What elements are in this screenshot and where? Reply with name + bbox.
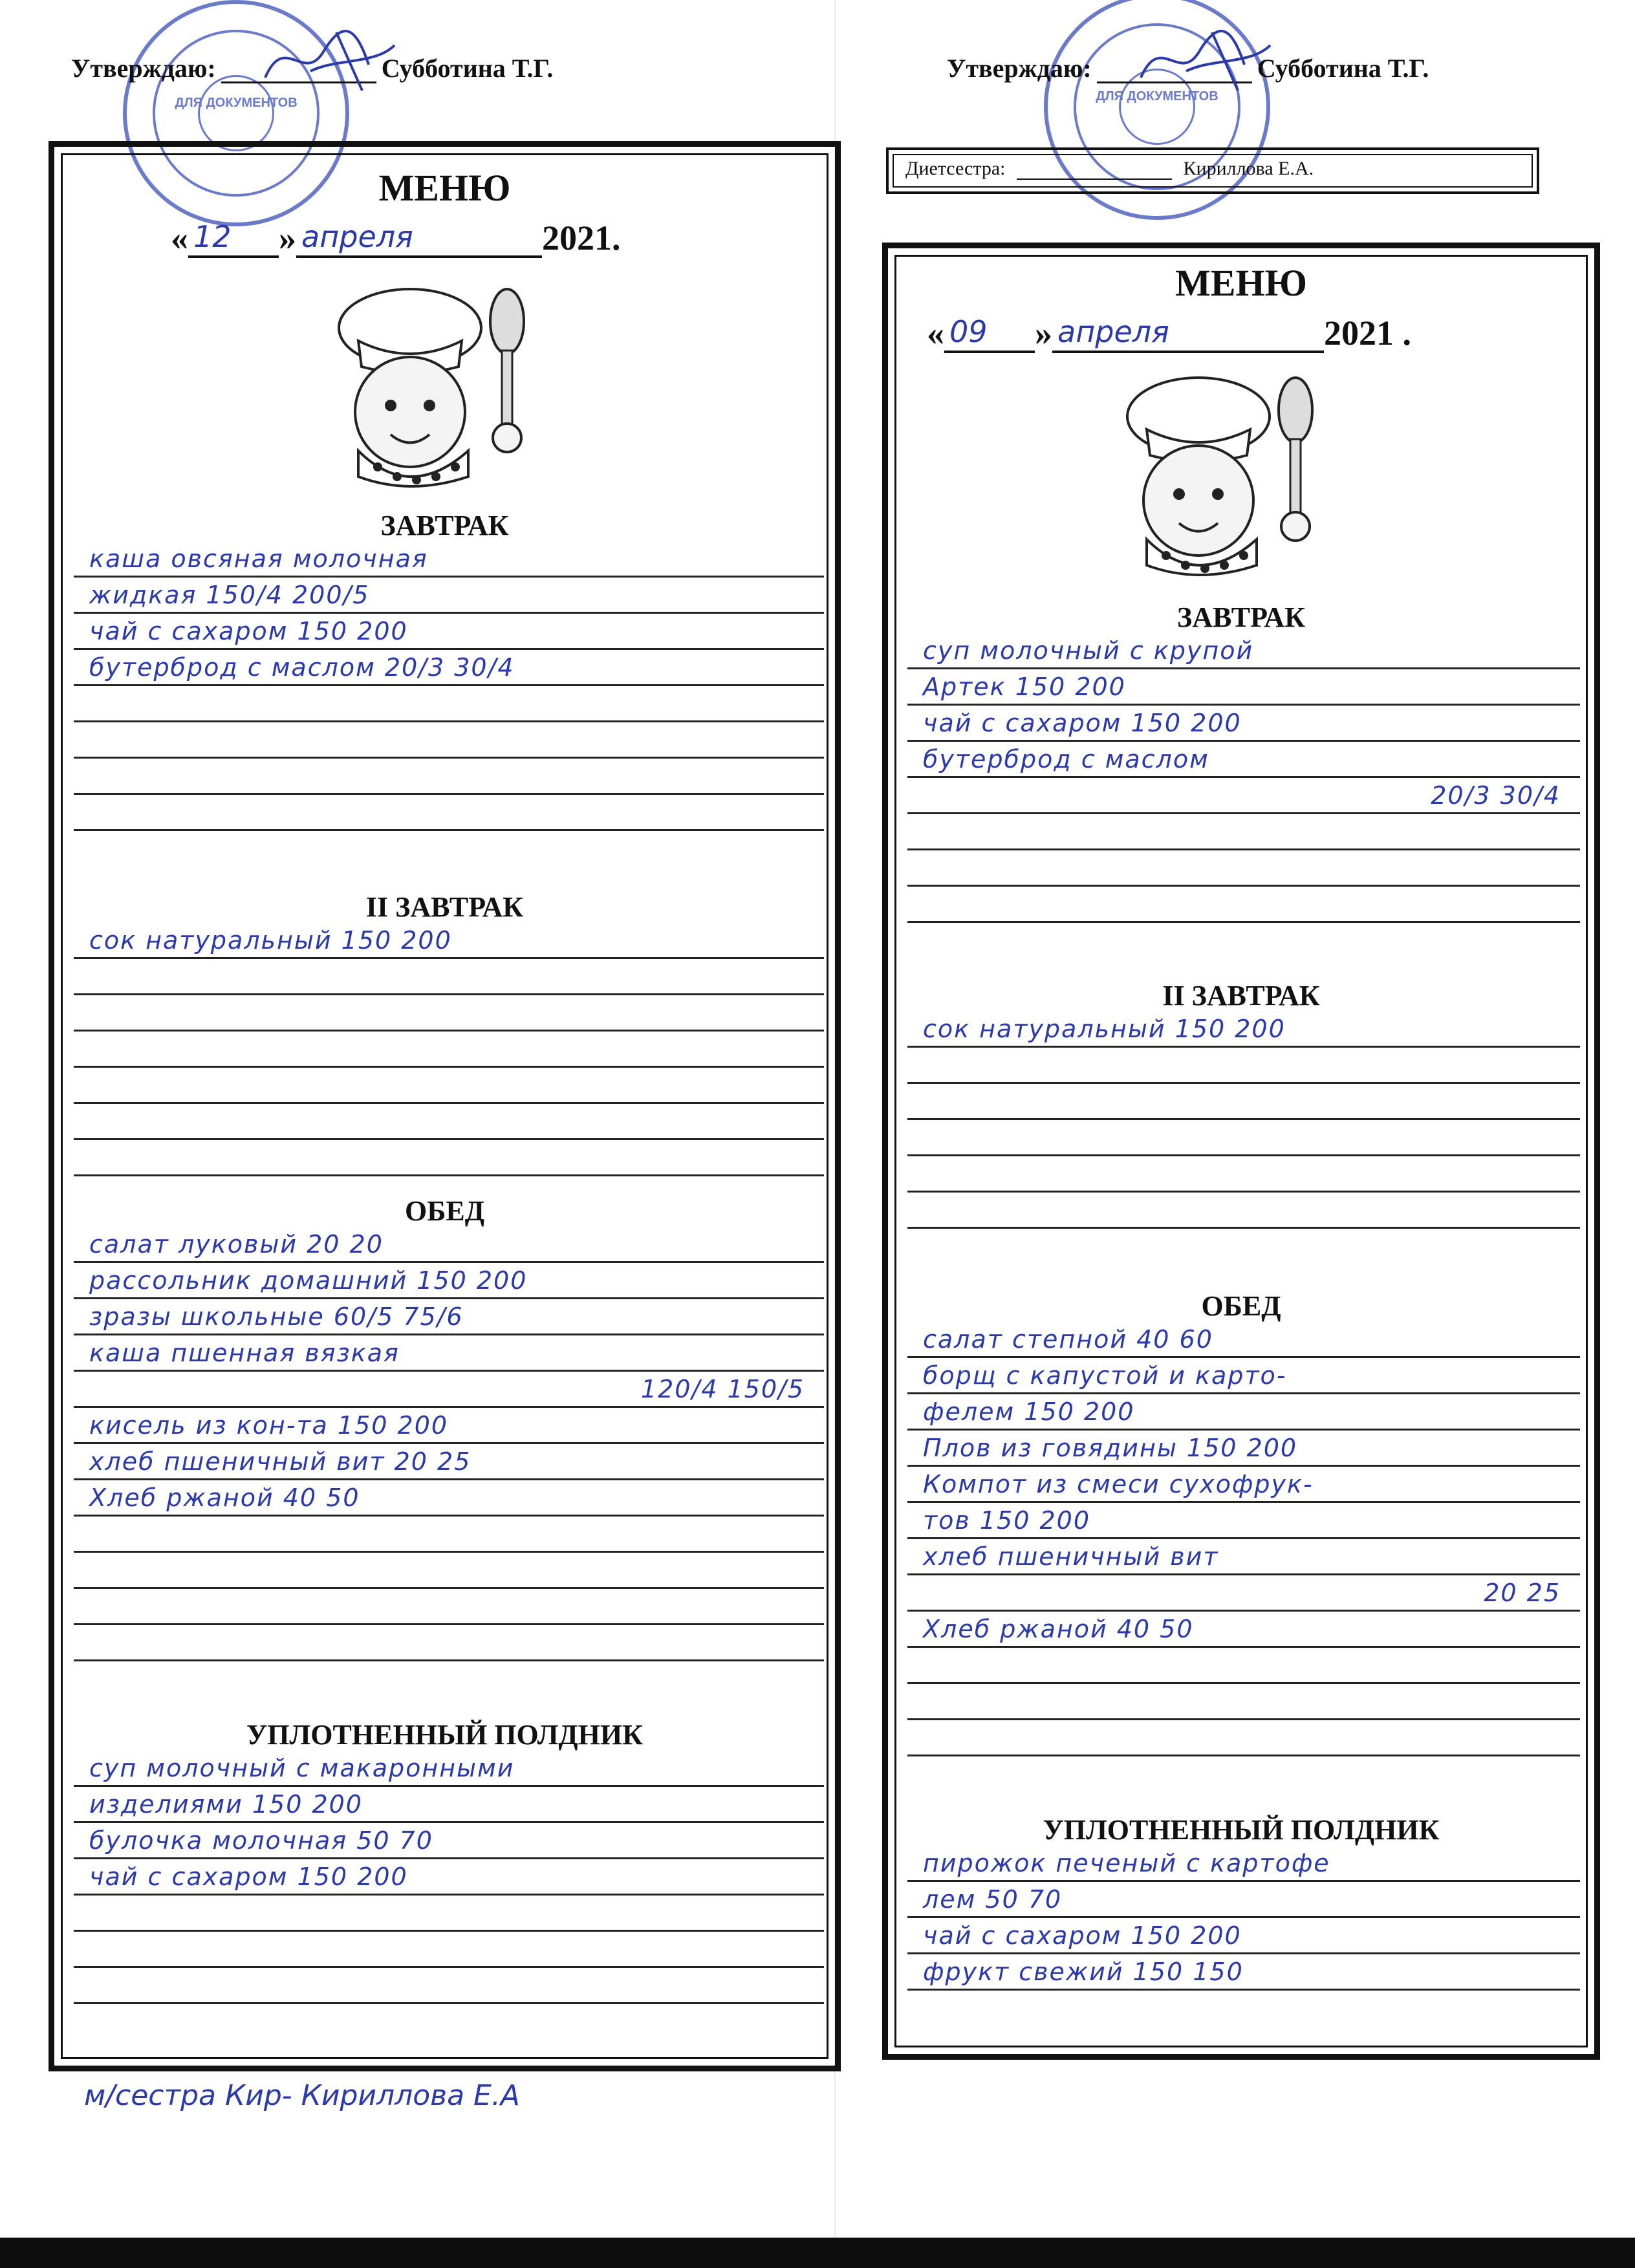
dietitian-line (905, 158, 1314, 180)
menu-date: « 12 » апреля 2021. (171, 219, 621, 257)
menu-item-text: сок натуральный 150 200 (89, 926, 452, 955)
list-item (907, 1358, 1580, 1394)
section-title-breakfast: ЗАВТРАК (1176, 601, 1306, 633)
list-item (907, 1720, 1580, 1756)
section-title-lunch: ОБЕД (1201, 1290, 1281, 1322)
list-item (907, 1503, 1580, 1539)
section-title-snack: УПЛОТНЕННЫЙ ПОЛДНИК (246, 1719, 643, 1751)
date-month: апреля (301, 219, 413, 254)
list-item (74, 1140, 824, 1176)
section-title-lunch: ОБЕД (405, 1195, 484, 1227)
menu-item-text: лем 50 70 (923, 1885, 1063, 1914)
list-item (74, 1751, 824, 1787)
list-item (74, 1823, 824, 1859)
snack-lines (74, 1751, 824, 2004)
menu-item-text: Хлеб ржаной 40 50 (89, 1484, 360, 1512)
list-item (74, 541, 824, 578)
section-title-second-breakfast: II ЗАВТРАК (1162, 980, 1320, 1011)
director-signature-icon (1134, 19, 1277, 97)
menu-frame (49, 141, 841, 2071)
list-item (74, 1031, 824, 1068)
list-item (907, 1539, 1580, 1575)
list-item (74, 1408, 824, 1444)
menu-item-text: рассольник домашний 150 200 (89, 1266, 528, 1295)
stamp-text: ДЛЯ ДОКУМЕНТОВ (175, 96, 298, 110)
list-item (74, 1859, 824, 1895)
menu-item-text: зразы школьные 60/5 75/6 (89, 1302, 464, 1331)
list-item (74, 1517, 824, 1553)
list-item (907, 1193, 1580, 1229)
list-item (907, 706, 1580, 742)
menu-item-text: фрукт свежий 150 150 (923, 1958, 1244, 1986)
menu-item-text: Плов из говядины 150 200 (923, 1434, 1298, 1462)
chef-illustration-icon (313, 283, 533, 496)
menu-item-text: хлеб пшеничный вит (923, 1542, 1219, 1571)
date-year: 2021. (542, 219, 621, 257)
menu-item-text: хлеб пшеничный вит 20 25 (89, 1447, 471, 1476)
list-item (907, 814, 1580, 850)
list-item (74, 959, 824, 995)
list-item (907, 887, 1580, 923)
menu-item-text: бутерброд с маслом (923, 745, 1209, 773)
list-item (907, 1882, 1580, 1918)
list-item (74, 1444, 824, 1480)
list-item (74, 1589, 824, 1625)
lunch-lines (74, 1227, 824, 1661)
list-item (74, 650, 824, 686)
chef-illustration-icon (1101, 371, 1321, 585)
date-day: 12 (193, 219, 232, 254)
list-item (74, 1787, 824, 1823)
breakfast-lines (74, 541, 824, 831)
list-item (74, 759, 824, 795)
nurse-signature: м/сестра Кир- Кириллова Е.А (84, 2079, 520, 2112)
list-item (74, 995, 824, 1031)
list-item (74, 722, 824, 759)
date-month: апреля (1057, 314, 1169, 349)
menu-item-text: 20/3 30/4 (1431, 781, 1561, 810)
approval-label: Утверждаю: (71, 54, 216, 83)
list-item (907, 633, 1580, 669)
director-signature-icon (259, 19, 401, 97)
second-breakfast-lines (74, 923, 824, 1176)
dietitian-box (886, 147, 1539, 194)
list-item (907, 1048, 1580, 1084)
signature-line (1017, 162, 1172, 180)
scan-edge-bar (0, 2238, 1635, 2268)
left-menu-sheet (0, 0, 817, 2238)
list-item (907, 1846, 1580, 1882)
list-item (74, 1263, 824, 1299)
list-item (907, 1648, 1580, 1684)
list-item (907, 1954, 1580, 1991)
list-item (74, 1335, 824, 1372)
date-day: 09 (949, 314, 988, 349)
lunch-lines (907, 1322, 1580, 1756)
list-item (74, 1104, 824, 1140)
menu-item-text: каша овсяная молочная (89, 545, 428, 573)
menu-item-text: пирожок печеный с картофе (923, 1849, 1330, 1877)
menu-item-text: чай с сахаром 150 200 (923, 709, 1242, 737)
section-title-breakfast: ЗАВТРАК (380, 510, 509, 541)
right-menu-sheet (817, 0, 1635, 2238)
menu-item-text: жидкая 150/4 200/5 (89, 581, 370, 609)
list-item (74, 1932, 824, 1968)
menu-item-text: 120/4 150/5 (640, 1375, 805, 1403)
list-item (74, 686, 824, 722)
list-item (74, 1227, 824, 1263)
list-item (74, 1553, 824, 1589)
menu-item-text: борщ с капустой и карто- (923, 1361, 1287, 1390)
menu-item-text: бутерброд с маслом 20/3 30/4 (89, 653, 515, 682)
menu-item-text: Артек 150 200 (923, 673, 1126, 701)
menu-item-text: тов 150 200 (923, 1506, 1090, 1535)
menu-item-text: изделиями 150 200 (89, 1790, 363, 1819)
list-item (74, 614, 824, 650)
approver-name: Субботина Т.Г. (381, 54, 554, 83)
list-item (907, 1467, 1580, 1503)
menu-date: « 09 » апреля 2021 . (927, 314, 1411, 352)
menu-item-text: каша пшенная вязкая (89, 1339, 400, 1367)
approver-name: Субботина Т.Г. (1257, 54, 1429, 83)
menu-title: МЕНЮ (1175, 262, 1307, 304)
menu-item-text: фелем 150 200 (923, 1398, 1135, 1426)
list-item (907, 778, 1580, 814)
menu-item-text: чай с сахаром 150 200 (923, 1921, 1242, 1950)
list-item (74, 1895, 824, 1932)
list-item (74, 1068, 824, 1104)
list-item (907, 1612, 1580, 1648)
menu-item-text: чай с сахаром 150 200 (89, 617, 408, 645)
menu-frame (882, 243, 1600, 2060)
list-item (907, 850, 1580, 887)
list-item (907, 1918, 1580, 1954)
date-year: 2021 . (1324, 314, 1411, 352)
menu-item-text: булочка молочная 50 70 (89, 1826, 433, 1855)
menu-item-text: суп молочный с крупой (923, 636, 1254, 665)
menu-item-text: Компот из смеси сухофрук- (923, 1470, 1314, 1498)
list-item (907, 669, 1580, 706)
list-item (74, 923, 824, 959)
section-title-second-breakfast: II ЗАВТРАК (365, 891, 524, 923)
menu-item-text: суп молочный с макаронными (89, 1754, 515, 1782)
stamp-text: ДЛЯ ДОКУМЕНТОВ (1096, 89, 1218, 103)
snack-lines (907, 1846, 1580, 1991)
list-item (907, 1431, 1580, 1467)
menu-item-text: салат луковый 20 20 (89, 1230, 384, 1258)
list-item (907, 1322, 1580, 1358)
list-item (907, 1684, 1580, 1720)
menu-item-text: салат степной 40 60 (923, 1325, 1213, 1354)
list-item (907, 1394, 1580, 1431)
list-item (74, 578, 824, 614)
menu-item-text: сок натуральный 150 200 (923, 1015, 1286, 1043)
list-item (907, 1120, 1580, 1156)
list-item (907, 1011, 1580, 1048)
breakfast-lines (907, 633, 1580, 923)
dietitian-name: Кириллова Е.А. (1183, 158, 1314, 179)
list-item (907, 1156, 1580, 1193)
approval-label: Утверждаю: (947, 54, 1092, 83)
menu-item-text: Хлеб ржаной 40 50 (923, 1615, 1194, 1643)
list-item (907, 1575, 1580, 1612)
list-item (74, 1480, 824, 1517)
list-item (74, 795, 824, 831)
second-breakfast-lines (907, 1011, 1580, 1229)
list-item (907, 742, 1580, 778)
menu-item-text: 20 25 (1484, 1579, 1561, 1607)
list-item (74, 1299, 824, 1335)
section-title-snack: УПЛОТНЕННЫЙ ПОЛДНИК (1043, 1814, 1440, 1846)
menu-item-text: кисель из кон-та 150 200 (89, 1411, 449, 1440)
menu-item-text: чай с сахаром 150 200 (89, 1863, 408, 1891)
list-item (74, 1372, 824, 1408)
menu-title: МЕНЮ (378, 167, 511, 209)
list-item (907, 1084, 1580, 1120)
list-item (74, 1968, 824, 2004)
dietitian-label: Диетсестра: (905, 158, 1006, 179)
list-item (74, 1625, 824, 1661)
